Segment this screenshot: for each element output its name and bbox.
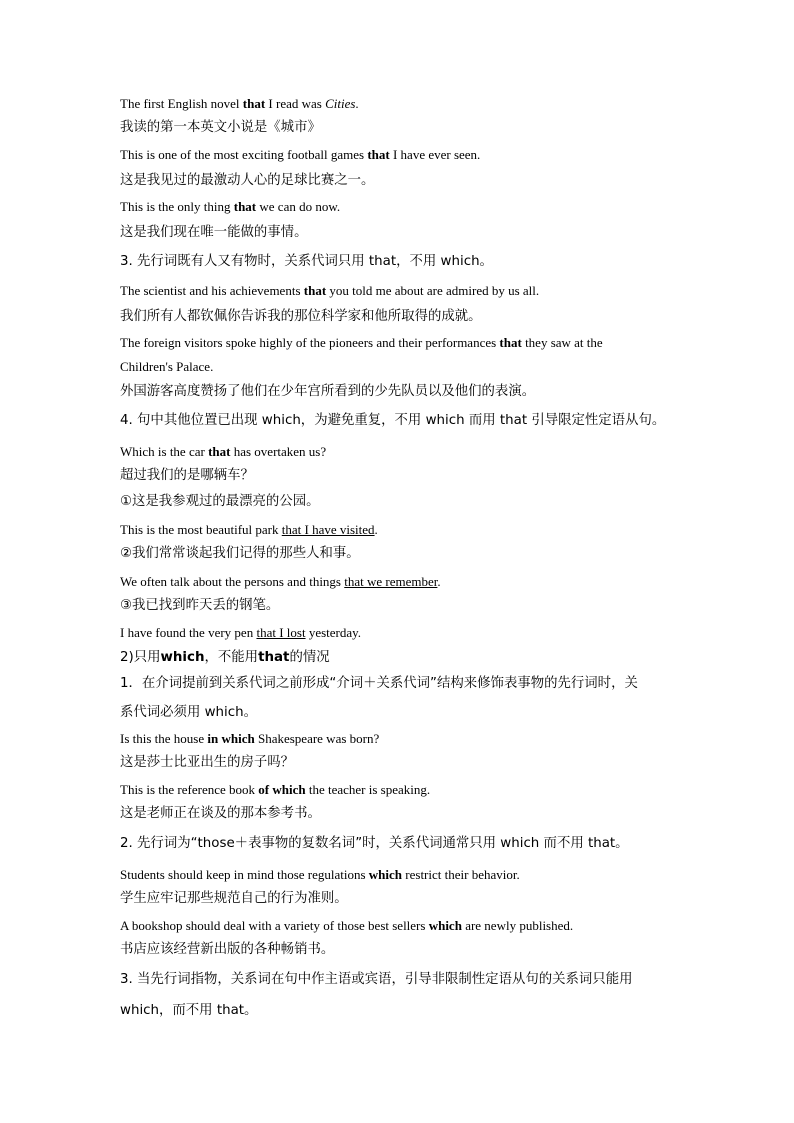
text-segment: 系代词必须用 which。	[120, 705, 257, 720]
text-segment: of which	[258, 782, 306, 797]
text-segment: .	[374, 522, 378, 537]
text-line	[120, 360, 213, 373]
text-segment: they saw at the	[521, 335, 603, 350]
text-segment: in which	[207, 731, 255, 746]
text-segment: We often talk about the persons and things	[120, 574, 345, 589]
text-segment: 我们所有人都钦佩你告诉我的那位科学家和他所取得的成就。	[120, 309, 482, 324]
text-line	[120, 148, 480, 161]
text-segment: 3. 当先行词指物，关系词在句中作主语或宾语，引导非限制性定语从句的关系词只能用	[120, 972, 633, 987]
text-segment: I have found the very pen	[120, 625, 257, 640]
text-segment: ③我已找到昨天丢的钢笔。	[120, 598, 280, 613]
text-line	[120, 919, 573, 932]
text-line	[120, 973, 632, 986]
text-line	[120, 495, 319, 508]
text-segment: .	[437, 574, 441, 589]
text-segment: ①这是我参观过的最漂亮的公园。	[120, 494, 320, 509]
text-segment: 4. 句中其他位置已出现 which，为避免重复，不用 which 而用 that 引导限定性定语从句。	[120, 413, 666, 428]
text-segment: that we remember	[344, 574, 438, 589]
text-segment: that	[367, 147, 390, 162]
text-segment: that	[208, 444, 231, 459]
text-segment: 的情况	[289, 650, 330, 665]
text-segment: 超过我们的是哪辆车？	[120, 468, 254, 483]
text-segment: I have ever seen.	[389, 147, 481, 162]
text-segment: This is the most beautiful park	[120, 522, 282, 537]
text-segment: .	[355, 96, 359, 111]
text-segment: has overtaken us?	[230, 444, 327, 459]
text-segment: This is one of the most exciting football games	[120, 147, 368, 162]
text-line	[120, 651, 330, 664]
text-line	[120, 599, 279, 612]
text-segment: which	[428, 918, 462, 933]
text-line	[120, 1004, 257, 1017]
text-segment: This is the reference book	[120, 782, 259, 797]
text-line	[120, 255, 493, 268]
text-segment: 这是我见过的最激动人心的足球比赛之一。	[120, 173, 375, 188]
text-line	[120, 200, 340, 213]
text-segment: Children's Palace.	[120, 359, 214, 374]
text-line	[120, 469, 254, 482]
text-segment: 学生应牢记那些规范自己的行为准则。	[120, 891, 348, 906]
text-segment: which，而不用 that。	[120, 1003, 258, 1018]
text-segment: the teacher is speaking.	[305, 782, 431, 797]
text-segment: A bookshop should deal with a variety of those best sellers	[120, 918, 429, 933]
text-line	[120, 174, 374, 187]
text-segment: which	[160, 650, 205, 665]
text-line	[120, 121, 321, 134]
text-line	[120, 892, 348, 905]
text-segment: that	[303, 283, 327, 298]
text-segment: restrict their behavior.	[402, 867, 520, 882]
text-segment: This is the only thing	[120, 199, 234, 214]
text-segment: ，不能用	[204, 650, 259, 665]
text-segment: 外国游客高度赞扬了他们在少年宫所看到的少先队员以及他们的表演。	[120, 384, 536, 399]
text-segment: Cities	[325, 96, 356, 111]
text-line	[120, 226, 307, 239]
text-line	[120, 445, 326, 458]
text-segment: that	[233, 199, 257, 214]
text-segment: that I have visited	[281, 522, 375, 537]
text-line	[120, 310, 482, 323]
text-segment: we can do now.	[256, 199, 341, 214]
text-line	[120, 523, 378, 536]
text-segment: 3. 先行词既有人又有物时，关系代词只用 that，不用 which。	[120, 254, 493, 269]
text-segment: Students should keep in mind those regulations	[120, 867, 369, 882]
text-segment: Shakespeare was born?	[254, 731, 380, 746]
text-line	[120, 385, 535, 398]
text-segment: that	[242, 96, 266, 111]
text-segment: 这是我们现在唯一能做的事情。	[120, 225, 308, 240]
text-segment: Is this the house	[120, 731, 208, 746]
text-line	[120, 677, 638, 690]
text-line	[120, 837, 629, 850]
text-segment: that	[499, 335, 522, 350]
text-line	[120, 336, 603, 349]
text-segment: 我读的第一本英文小说是《城市》	[120, 120, 321, 135]
text-segment: yesterday.	[305, 625, 362, 640]
text-line	[120, 943, 334, 956]
text-segment: The foreign visitors spoke highly of the pioneers and their performances	[120, 335, 500, 350]
text-segment: 这是老师正在谈及的那本参考书。	[120, 806, 321, 821]
text-segment: 这是莎士比亚出生的房子吗？	[120, 755, 295, 770]
text-segment: The first English novel	[120, 96, 243, 111]
text-segment: 2)只用	[120, 650, 161, 665]
text-segment: The scientist and his achievements	[120, 283, 304, 298]
text-segment: that I lost	[256, 625, 306, 640]
text-line	[120, 783, 430, 796]
text-segment: 2. 先行词为“those＋表事物的复数名词”时，关系代词通常只用 which 而不用 that。	[120, 836, 629, 851]
text-segment: ②我们常常谈起我们记得的那些人和事。	[120, 546, 360, 561]
text-segment: that	[258, 650, 290, 665]
text-segment: 书店应该经营新出版的各种畅销书。	[120, 942, 335, 957]
text-line	[120, 706, 257, 719]
text-line	[120, 284, 539, 297]
text-segment: are newly published.	[461, 918, 574, 933]
text-segment: which	[368, 867, 403, 882]
text-line	[120, 756, 294, 769]
text-line	[120, 732, 379, 745]
text-segment: you told me about are admired by us all.	[326, 283, 540, 298]
text-segment: 1．在介词提前到关系代词之前形成“介词＋关系代词”结构来修饰表事物的先行词时，关	[120, 676, 638, 691]
text-line	[120, 575, 441, 588]
text-line	[120, 626, 361, 639]
text-line	[120, 414, 665, 427]
text-line	[120, 547, 360, 560]
text-line	[120, 807, 321, 820]
text-line	[120, 868, 520, 881]
text-line	[120, 97, 359, 110]
text-segment: Which is the car	[120, 444, 209, 459]
text-segment: I read was	[265, 96, 326, 111]
